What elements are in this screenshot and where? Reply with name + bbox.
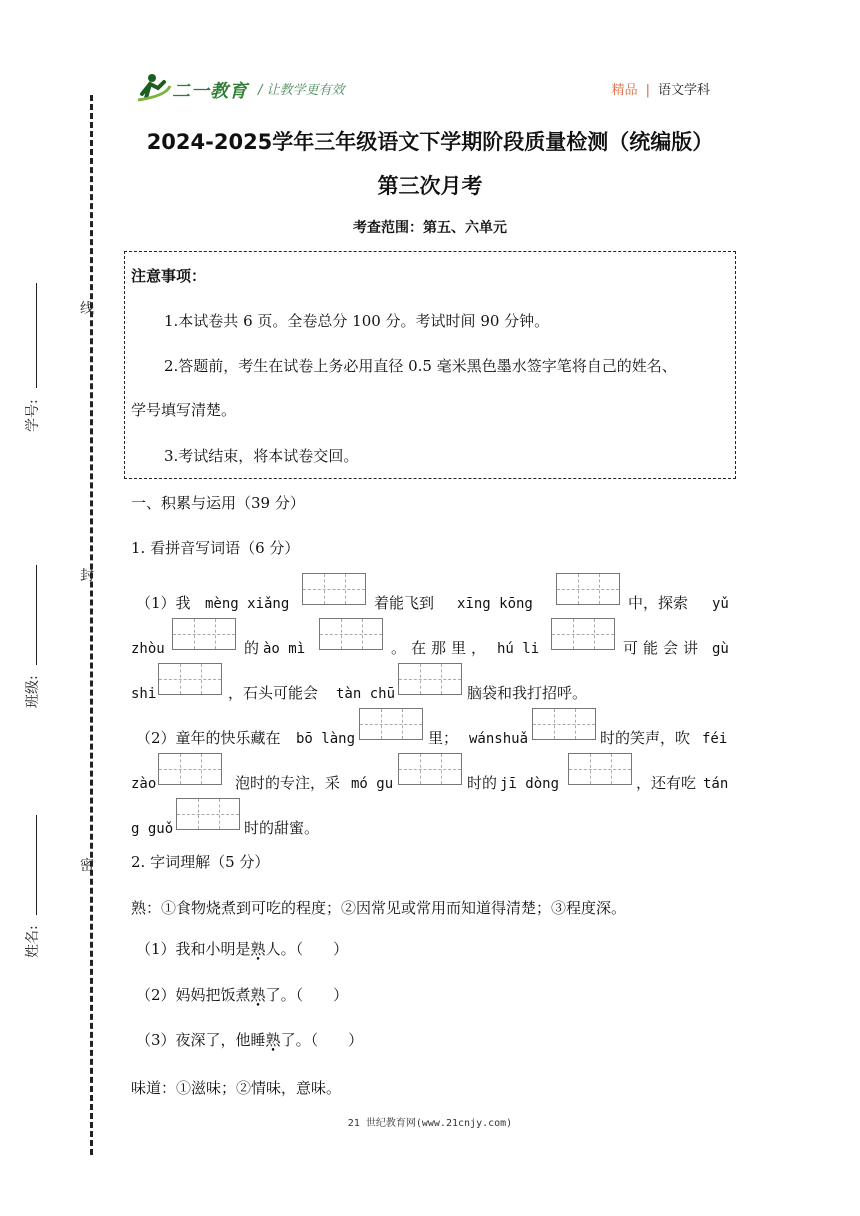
brand-name: 二一教育 (172, 81, 248, 102)
binding-char-secret: 密 (80, 858, 94, 874)
quality-tag: 精品 (611, 83, 638, 98)
subject-label: 语文学科 (657, 83, 710, 98)
exam-subtitle: 第三次月考 (377, 174, 483, 198)
binding-char-seal: 封 (80, 568, 94, 584)
q1p2-text-e: 时的 (467, 774, 498, 792)
answer-box-wanshua[interactable] (532, 708, 596, 740)
q1p2-pinyin-4: mó gu (351, 776, 394, 792)
answer-box-tanchu[interactable] (398, 663, 462, 695)
q1p1-text-c: 中，探索 (628, 594, 689, 612)
notice-heading: 注意事项： (131, 267, 207, 285)
q1p2-text-b: 里； (428, 729, 459, 747)
question-2-title: 2. 字词理解（5 分） (131, 853, 270, 871)
definition-shu: 熟：①食物烧煮到可吃的程度；②因常见或常用而知道得清楚；③程度深。 (131, 899, 627, 917)
q1p2-text-d: 泡时的专注，采 (235, 774, 341, 792)
notice-item-2: 2.答题前，考生在试卷上务必用直径 0.5 毫米黑色墨水签字笔将自己的姓名、 (164, 357, 677, 375)
question-1-title: 1. 看拼音写词语（6 分） (131, 539, 300, 557)
q1p2-pinyin-6: tán (703, 776, 729, 792)
answer-box-jidong[interactable] (568, 753, 632, 785)
q1p1-text-f: 可能会讲 (623, 639, 704, 657)
binding-dashed-line (90, 95, 93, 1155)
header-right (612, 79, 710, 98)
q1p2-text-g: 时的甜蜜。 (244, 819, 320, 837)
definition-weidao: 味道：①滋味；②情味，意味。 (131, 1079, 342, 1097)
q2-item-3-key: 熟 (265, 1031, 281, 1049)
q1p2-pinyin-2: wánshuǎ (469, 731, 529, 747)
answer-box-mengxiang[interactable] (302, 573, 366, 605)
q2-item-2-suffix[interactable]: 了。（ ） (265, 986, 349, 1004)
answer-box-huli[interactable] (551, 618, 615, 650)
answer-box-feizao[interactable] (158, 753, 222, 785)
header-divider: | (645, 83, 650, 98)
q1p1-pinyin-2: xīng kōng (457, 596, 533, 612)
notice-item-2-cont: 学号填写清楚。 (131, 401, 237, 419)
q2-item-1-key: 熟 (250, 940, 266, 958)
exam-title: 2024-2025学年三年级语文下学期阶段质量检测（统编版） (146, 130, 714, 154)
q1p1-pinyin-6b: shi (131, 686, 157, 702)
slogan: / 让教学更有效 (258, 83, 345, 98)
notice-item-1: 1.本试卷共 6 页。全卷总分 100 分。考试时间 90 分钟。 (164, 312, 550, 330)
q1p1-pinyin-1: mèng xiǎng (205, 596, 290, 612)
exam-scope: 考查范围：第五、六单元 (353, 220, 507, 236)
q1p1-pinyin-7: tàn chū (336, 686, 396, 702)
q2-item-1-prefix: （1）我和小明是 (136, 940, 251, 958)
q1p1-pinyin-4: ào mì (263, 641, 306, 657)
q1p1-text-a: （1）我 (136, 594, 191, 612)
notice-item-3: 3.考试结束，将本试卷交回。 (164, 447, 359, 465)
class-label: 班级: (25, 675, 41, 708)
answer-box-mogu[interactable] (398, 753, 462, 785)
answer-box-gushi[interactable] (158, 663, 222, 695)
q2-item-2 (136, 984, 348, 1006)
class-rule (36, 565, 37, 665)
binding-char-line: 线 (80, 301, 94, 317)
q2-item-1 (136, 938, 348, 960)
q1p1-pinyin-3b: zhòu (131, 641, 165, 657)
student-id-label: 学号: (25, 399, 41, 432)
answer-box-aomi[interactable] (319, 618, 383, 650)
q2-item-3-suffix[interactable]: 了。（ ） (280, 1031, 364, 1049)
q2-item-3 (136, 1029, 363, 1051)
q1p2-pinyin-5: jī dòng (500, 776, 560, 792)
q1p1-pinyin-5: hú li (497, 641, 540, 657)
q1p1-text-e: 。在那里， (391, 639, 492, 657)
q1p2-pinyin-3b: zào (131, 776, 157, 792)
answer-box-xingkong[interactable] (556, 573, 620, 605)
q1p2-pinyin-3: féi (702, 731, 728, 747)
q1p2-pinyin-6b: g guǒ (131, 821, 174, 837)
name-label: 姓名: (25, 925, 41, 958)
q1p2-text-a: （2）童年的快乐藏在 (136, 729, 281, 747)
answer-box-yuzhou[interactable] (172, 618, 236, 650)
q1p1-text-h: 脑袋和我打招呼。 (467, 684, 588, 702)
answer-box-bolang[interactable] (359, 708, 423, 740)
q1p2-text-f: ，还有吃 (636, 774, 697, 792)
q1p1-text-g: ，石头可能会 (228, 684, 319, 702)
q2-item-3-prefix: （3）夜深了，他睡 (136, 1031, 266, 1049)
student-id-rule (36, 283, 37, 388)
q1p1-text-d: 的 (244, 639, 260, 657)
q1p2-pinyin-1: bō làng (296, 731, 356, 747)
q1p1-pinyin-3: yǔ (712, 596, 729, 612)
name-rule (36, 815, 37, 915)
page-footer: 21 世纪教育网(www.21cnjy.com) (347, 1118, 513, 1129)
q1p1-text-b: 着能飞到 (374, 594, 435, 612)
section-title: 一、积累与运用（39 分） (131, 494, 305, 512)
q2-item-2-prefix: （2）妈妈把饭煮 (136, 986, 251, 1004)
q2-item-2-key: 熟 (250, 986, 266, 1004)
q1p1-pinyin-6: gù (712, 641, 729, 657)
q2-item-1-suffix[interactable]: 人。（ ） (265, 940, 349, 958)
answer-box-tangguo[interactable] (176, 798, 240, 830)
q1p2-text-c: 时的笑声，吹 (600, 729, 691, 747)
